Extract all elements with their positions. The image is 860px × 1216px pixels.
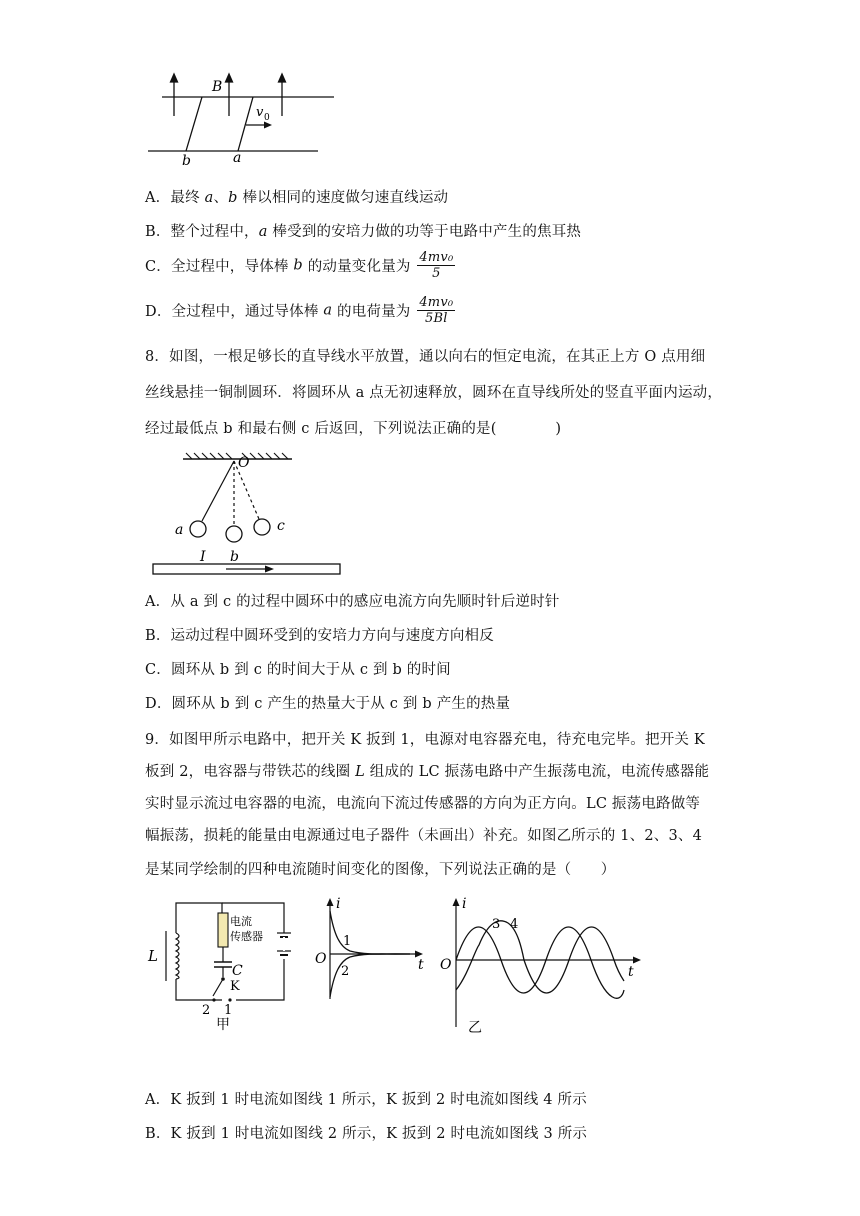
q8-option-b: B．运动过程中圆环受到的安培力方向与速度方向相反 — [145, 628, 494, 644]
label-jia: 甲 — [216, 1017, 230, 1033]
label-b: b — [182, 153, 191, 169]
q9-stem-line-4: 幅振荡，损耗的能量由电源通过电子器件（未画出）补充。如图乙所示的 1、2、3、4 — [145, 828, 703, 844]
q9-stem-line-3: 实时显示流过电容器的电流，电流向下流过传感器的方向为正方向。LC 振荡电路做等 — [145, 796, 701, 812]
label-curve-3: 3 — [492, 917, 501, 932]
q8-stem-line-2: 丝线悬挂一铜制圆环．将圆环从 a 点无初速释放，圆环在直导线所处的竖直平面内运动， — [145, 385, 723, 401]
charging-current-graph — [310, 895, 430, 1005]
label-v0: v — [256, 105, 264, 120]
label-b: b — [230, 549, 239, 565]
q9-option-b: B．K 扳到 1 时电流如图线 2 所示，K 扳到 2 时电流如图线 3 所示 — [145, 1126, 588, 1142]
q7-option-c: C．全过程中，导体棒 b 的动量变化量为 $\frac{\text{4mv₀}}{5}$ — [145, 250, 454, 281]
q8-stem-line-1: 8．如图，一根足够长的直导线水平放置，通以向右的恒定电流，在其正上方 O 点用细 — [145, 349, 706, 365]
label-O: O — [440, 957, 452, 973]
label-sensor-1: 电流 — [230, 915, 252, 928]
fraction-4mv0-over-5Bl: $\frac{\text{4mv₀}}{5Bl}$ — [419, 295, 454, 326]
q7-option-b: B．整个过程中，a 棒受到的安培力做的功等于电路中产生的焦耳热 — [145, 224, 582, 240]
label-L: L — [148, 947, 158, 965]
current-sensor — [218, 913, 228, 947]
label-v0-sub: 0 — [264, 113, 270, 123]
q9-stem-line-2: 板到 2，电容器与带铁芯的线圈 L 组成的 LC 振荡电路中产生振荡电流，电流传感器能 — [145, 764, 710, 780]
curve-1 — [330, 911, 410, 954]
label-curve-1: 1 — [343, 934, 352, 949]
label-B: B — [212, 79, 223, 95]
label-curve-4: 4 — [510, 917, 519, 932]
q7-option-a: A．最终 a、b 棒以相同的速度做匀速直线运动 — [145, 190, 449, 206]
q9-stem-line-5: 是某同学绘制的四种电流随时间变化的图像，下列说法正确的是（ ） — [145, 862, 616, 878]
ring-c — [254, 519, 270, 535]
label-O: O — [238, 455, 250, 471]
q8-stem-line-3: 经过最低点 b 和最右侧 c 后返回，下列说法正确的是( ) — [145, 421, 562, 437]
oscillation-current-graph — [440, 895, 650, 1035]
label-C: C — [232, 963, 243, 979]
label-yi: 乙 — [468, 1020, 482, 1035]
label-t: t — [628, 964, 634, 980]
curve-4 — [456, 921, 624, 993]
lc-circuit-figure — [140, 893, 300, 1038]
label-O: O — [315, 951, 327, 967]
rails-figure — [140, 70, 340, 170]
q9-option-a: A．K 扳到 1 时电流如图线 1 所示，K 扳到 2 时电流如图线 4 所示 — [145, 1092, 587, 1108]
label-a: a — [233, 150, 242, 166]
label-K: K — [230, 979, 240, 994]
ring-b — [226, 526, 242, 542]
label-a: a — [175, 522, 184, 538]
rod-a — [238, 97, 253, 151]
curve-3 — [456, 927, 624, 998]
q8-option-c: C．圆环从 b 到 c 的时间大于从 c 到 b 的时间 — [145, 662, 451, 678]
label-terminal-1: 1 — [224, 1003, 233, 1018]
ring-a — [190, 521, 206, 537]
label-I: I — [200, 549, 206, 565]
q7-option-d: D．全过程中，通过导体棒 a 的电荷量为 $\frac{\text{4mv₀}}{5Bl}$ — [145, 295, 454, 326]
label-i: i — [336, 896, 341, 912]
q8-option-d: D．圆环从 b 到 c 产生的热量大于从 c 到 b 产生的热量 — [145, 696, 511, 712]
label-sensor-2: 传感器 — [230, 930, 263, 943]
fraction-4mv0-over-5: $\frac{\text{4mv₀}}{5}$ — [419, 250, 454, 281]
label-i: i — [462, 896, 467, 912]
pendulum-figure — [150, 445, 350, 580]
label-curve-2: 2 — [341, 964, 350, 979]
q8-option-a: A．从 a 到 c 的过程中圆环中的感应电流方向先顺时针后逆时针 — [145, 594, 560, 610]
rod-b — [186, 97, 202, 151]
label-c: c — [277, 518, 285, 534]
label-t: t — [418, 957, 424, 973]
label-terminal-2: 2 — [202, 1003, 211, 1018]
q9-stem-line-1: 9．如图甲所示电路中，把开关 K 扳到 1，电源对电容器充电，待充电完毕。把开关 K — [145, 732, 705, 748]
